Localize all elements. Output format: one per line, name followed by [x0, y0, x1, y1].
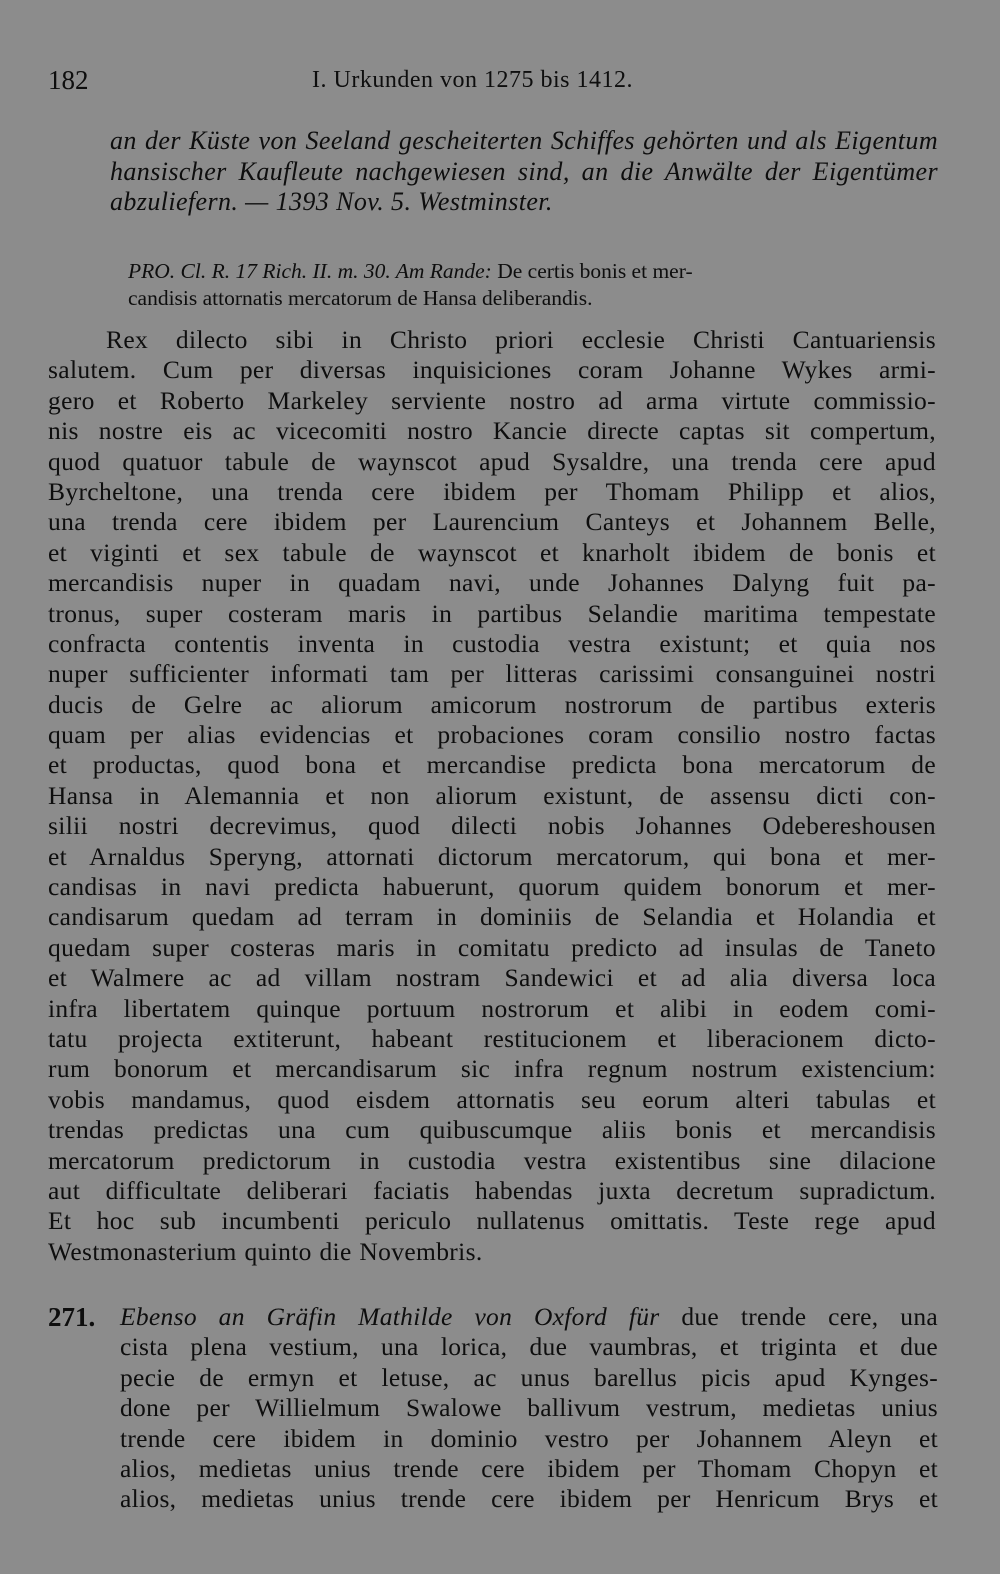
body-line: trendas predictas una cum quibuscumque aliis bonis et mercandisis — [48, 1115, 936, 1145]
entry-line: pecie de ermyn et letuse, ac unus barellus picis apud Kynges- — [120, 1362, 938, 1392]
entry-line — [120, 1302, 938, 1332]
margin-note-line-2: candisis attornatis mercatorum de Hansa deliberandis. — [128, 286, 593, 310]
archive-reference: PRO. Cl. R. 17 Rich. II. m. 30. Am Rande: — [128, 259, 492, 283]
body-line: et Walmere ac ad villam nostram Sandewici et ad alia diversa loca — [48, 963, 936, 993]
body-line: et Arnaldus Speryng, attornati dictorum mercatorum, qui bona et mer- — [48, 841, 936, 871]
body-line: quam per alias evidencias et probaciones coram consilio nostro factas — [48, 720, 936, 750]
entry-line-rest: due trende cere, una — [681, 1302, 938, 1331]
source-note — [128, 258, 938, 312]
body-line: Rex dilecto sibi in Christo priori ecclesie Christi Cantuariensis — [106, 325, 936, 354]
body-line: Et hoc sub incumbenti periculo nullatenus omittatis. Teste rege apud — [48, 1206, 936, 1236]
body-line: mercandisis nuper in quadam navi, unde Johannes Dalyng fuit pa- — [48, 568, 936, 598]
body-line: candisarum quedam ad terram in dominiis de Selandia et Holandia et — [48, 902, 936, 932]
document-number: 271. — [48, 1302, 96, 1332]
body-line: Hansa in Alemannia et non aliorum existunt, de assensu dicti con- — [48, 780, 936, 810]
body-line: confracta contentis inventa in custodia vestra existunt; et quia nos — [48, 628, 936, 658]
body-line: tatu projecta extiterunt, habeant restitucionem et liberacionem dicto- — [48, 1023, 936, 1053]
entry-line: alios, medietas unius trende cere ibidem per Henricum Brys et — [120, 1484, 938, 1514]
body-line: quedam super costeras maris in comitatu predicto ad insulas de Taneto — [48, 932, 936, 962]
entry-line: trende cere ibidem in dominio vestro per Johannem Aleyn et — [120, 1423, 938, 1453]
entry-line: done per Willielmum Swalowe ballivum vestrum, medietas unius — [120, 1393, 938, 1423]
body-line: mercatorum predictorum in custodia vestra existentibus sine dilacione — [48, 1145, 936, 1175]
body-line: vobis mandamus, quod eisdem attornatis seu eorum alteri tabulas et — [48, 1084, 936, 1114]
body-line: et viginti et sex tabule de waynscot et knarholt ibidem de bonis et — [48, 537, 936, 567]
body-line: salutem. Cum per diversas inquisiciones coram Johanne Wykes armi- — [48, 355, 936, 385]
document-body — [48, 325, 936, 1267]
body-line: ducis de Gelre ac aliorum amicorum nostrorum de partibus exteris — [48, 689, 936, 719]
body-line: rum bonorum et mercandisarum sic infra regnum nostrum existencium: — [48, 1054, 936, 1084]
page-number: 182 — [48, 65, 89, 95]
body-line: nis nostre eis ac vicecomiti nostro Kancie directe captas sit compertum, — [48, 416, 936, 446]
body-line: aut difficultate deliberari faciatis habendas juxta decretum supradictum. — [48, 1175, 936, 1205]
body-line: infra libertatem quinque portuum nostrorum et alibi in eodem comi- — [48, 993, 936, 1023]
running-title: I. Urkunden von 1275 bis 1412. — [312, 67, 633, 93]
body-line: una trenda cere ibidem per Laurencium Canteys et Johannem Belle, — [48, 507, 936, 537]
body-line: Westmonasterium quinto die Novembris. — [48, 1236, 483, 1266]
regest-summary: an der Küste von Seeland gescheiterten Schiffes gehörten und als Eigentum hansischer Kaufleute nachgewiesen sind, an die Anwälte der Eigentümer abzuliefern. — 1393 Nov. 5. Westminster. — [110, 126, 938, 216]
body-line: tronus, super costeram maris in partibus Selandie maritima tempestate — [48, 598, 936, 628]
entry-regest: Ebenso an Gräfin Mathilde von Oxford für — [120, 1302, 660, 1331]
body-line: gero et Roberto Markeley serviente nostro ad arma virtute commissio- — [48, 385, 936, 415]
body-line: silii nostri decrevimus, quod dilecti nobis Johannes Odebereshousen — [48, 811, 936, 841]
body-line: candisas in navi predicta habuerunt, quorum quidem bonorum et mer- — [48, 872, 936, 902]
entry-text — [120, 1302, 938, 1515]
margin-note-line-1: De certis bonis et mer- — [497, 259, 693, 283]
entry-line: cista plena vestium, una lorica, due vaumbras, et triginta et due — [120, 1332, 938, 1362]
body-line: nuper sufficienter informati tam per litteras carissimi consanguinei nostri — [48, 659, 936, 689]
running-head — [48, 62, 668, 98]
body-line: Byrcheltone, una trenda cere ibidem per Thomam Philipp et alios, — [48, 476, 936, 506]
body-line: quod quatuor tabule de waynscot apud Sysaldre, una trenda cere apud — [48, 446, 936, 476]
entry-line: alios, medietas unius trende cere ibidem per Thomam Chopyn et — [120, 1453, 938, 1483]
body-line: et productas, quod bona et mercandise predicta bona mercatorum de — [48, 750, 936, 780]
